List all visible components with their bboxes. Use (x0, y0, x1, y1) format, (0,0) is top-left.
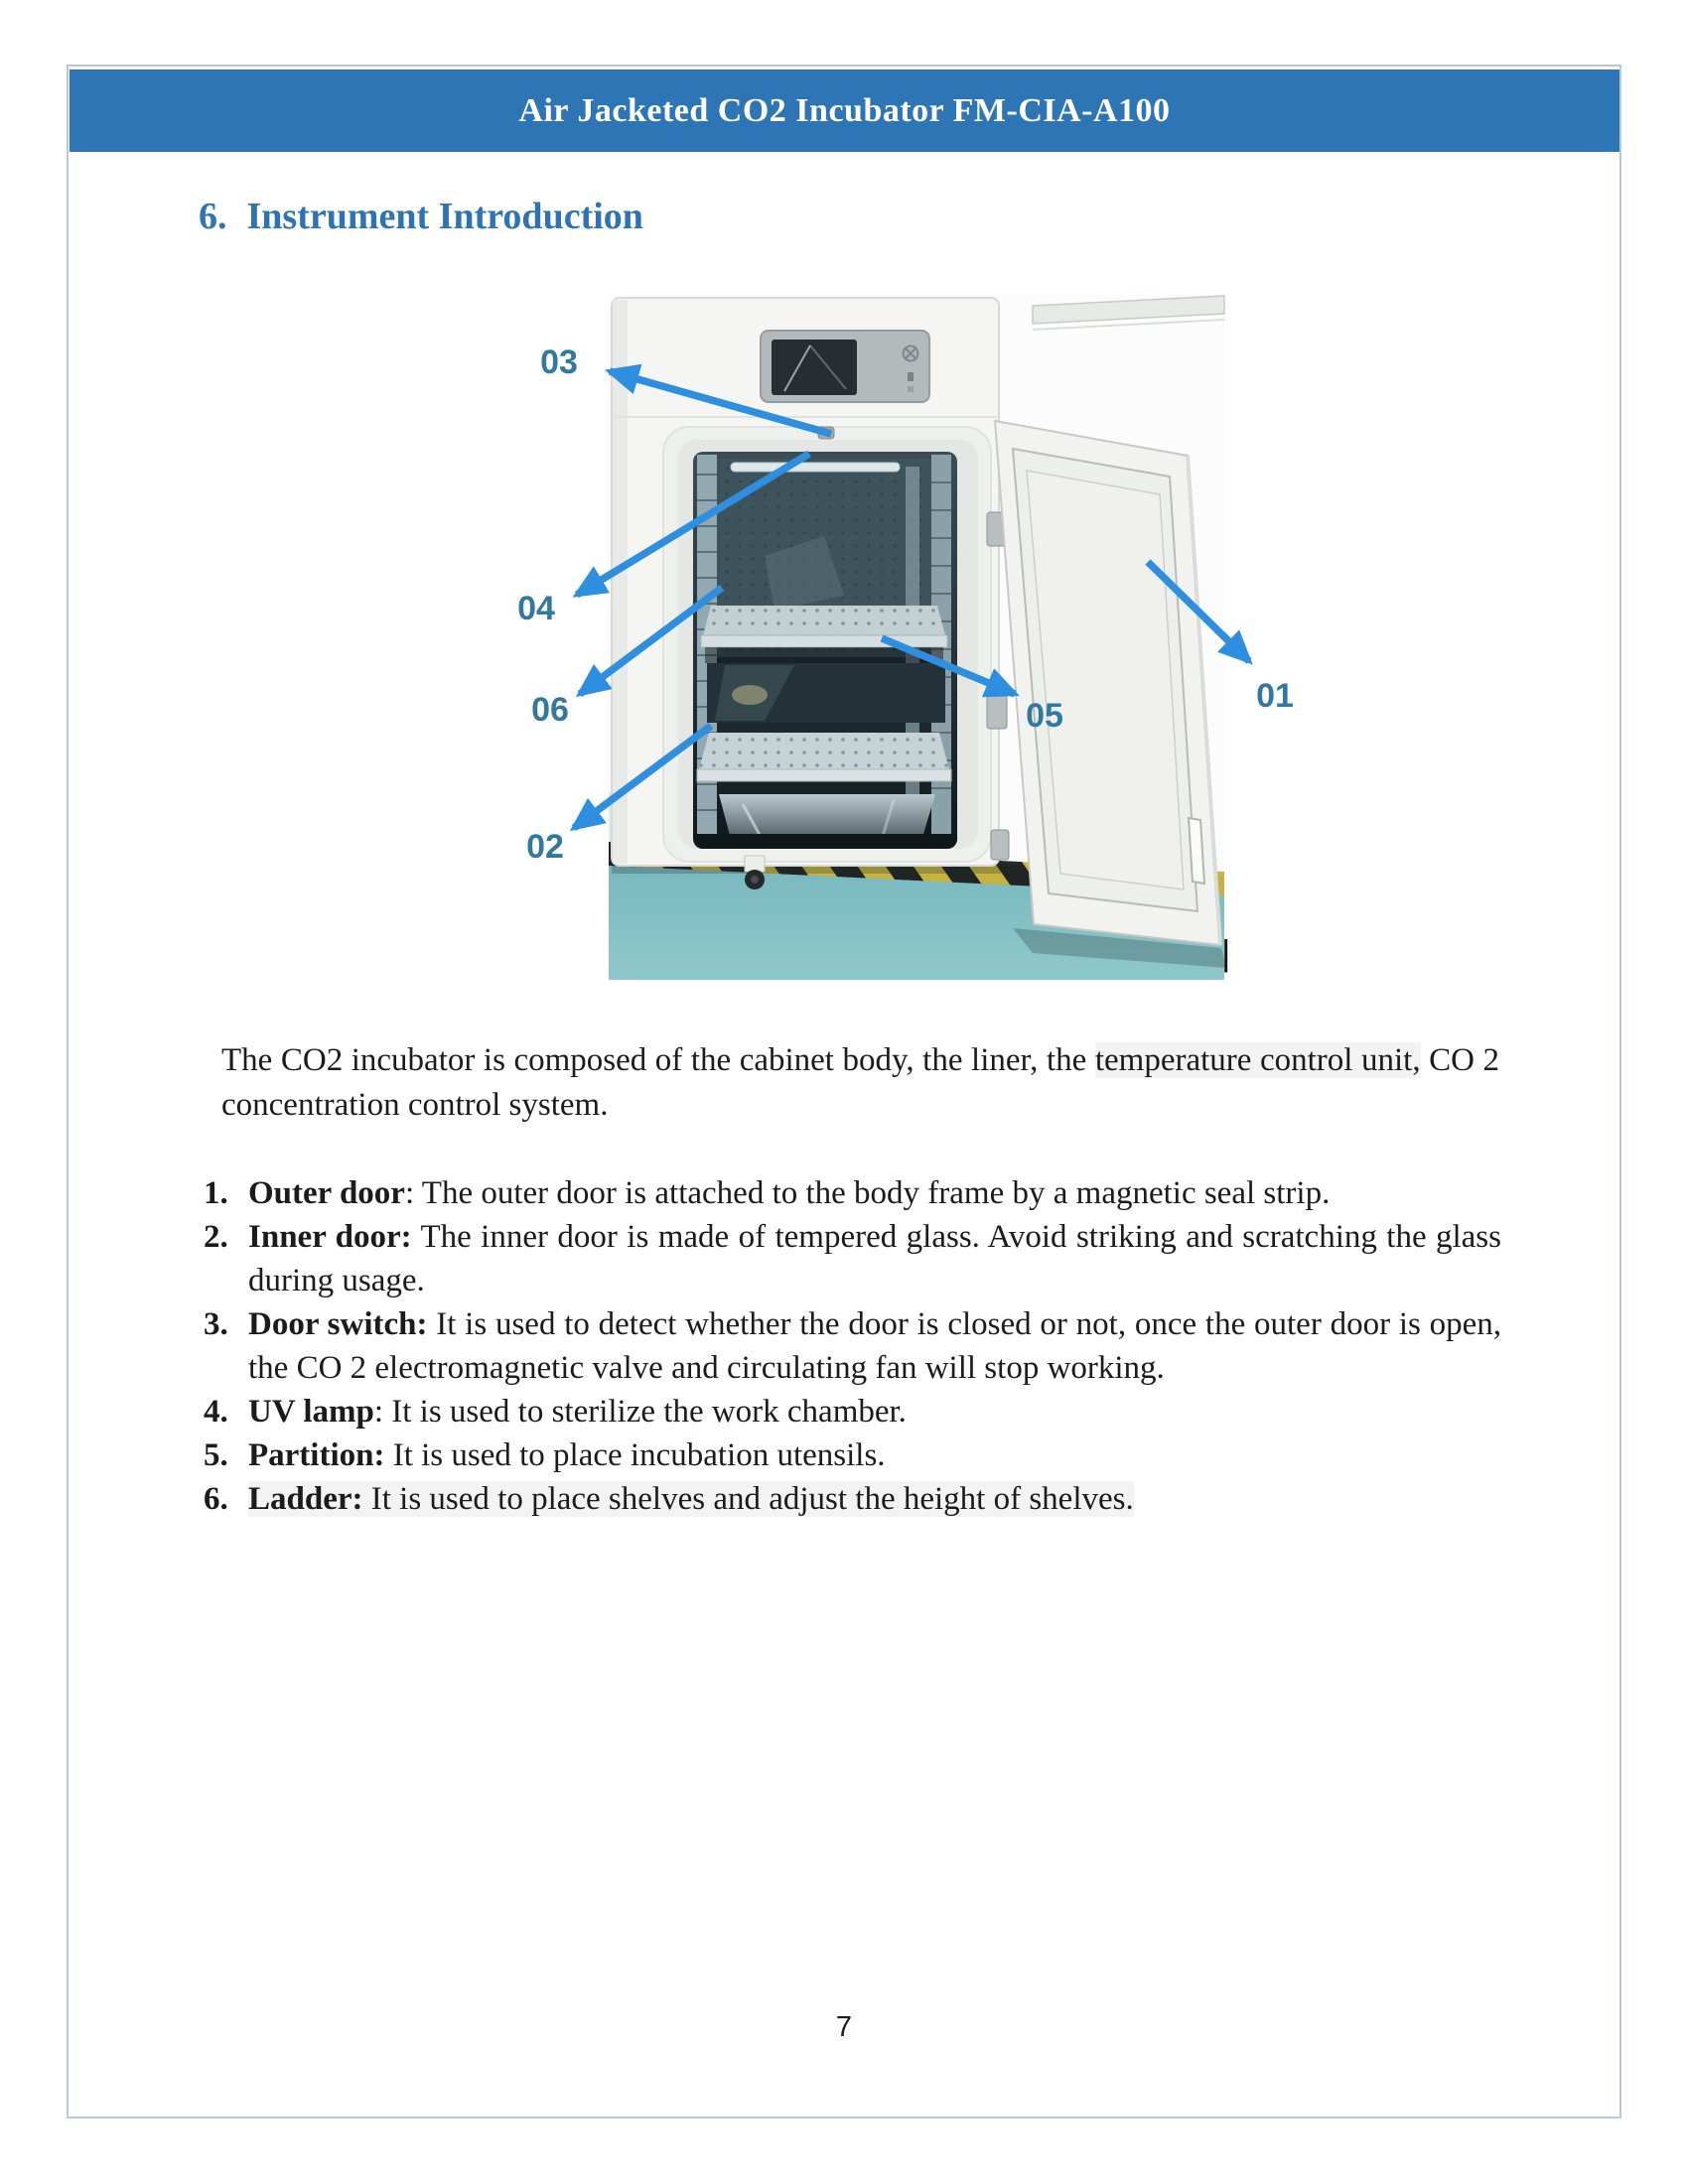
list-item-2 (204, 1215, 1501, 1302)
section-title: Instrument Introduction (246, 196, 643, 237)
item-description: : It is used to sterilize the work chamber. (373, 1394, 907, 1430)
section-heading (199, 195, 643, 238)
uv-lamp (731, 463, 900, 472)
fan-icon (904, 346, 918, 361)
item-number: 3. (204, 1306, 228, 1342)
parts-list (204, 1171, 1501, 1521)
item-description: The inner door is made of tempered glass. Avoid striking and scratching the glass during usage. (248, 1219, 1501, 1298)
item-term: Partition: (248, 1437, 385, 1473)
shelf-top (701, 606, 947, 647)
callout-label-02: 02 (526, 828, 564, 866)
caster-wheel (745, 856, 765, 889)
header-bar (70, 69, 1619, 152)
intro-text-post: CO 2 concentration control system. (221, 1042, 1500, 1123)
list-item-1 (204, 1171, 1501, 1215)
item-number: 5. (204, 1437, 228, 1473)
incubator-photo (427, 248, 1331, 1003)
item-term: Ladder: (248, 1481, 363, 1517)
list-item-6 (204, 1477, 1501, 1521)
item-term: UV lamp (248, 1394, 374, 1430)
list-item-4 (204, 1390, 1501, 1433)
shelf-bottom (697, 733, 951, 781)
item-number: 4. (204, 1394, 228, 1430)
text-cursor-artifact: | (1221, 932, 1231, 973)
item-number: 1. (204, 1175, 228, 1211)
intro-text-highlighted: temperature control unit, (1094, 1042, 1421, 1078)
item-number: 2. (204, 1219, 228, 1255)
item-term: Inner door: (248, 1219, 412, 1255)
item-description: It is used to place shelves and adjust the height of shelves. (362, 1481, 1134, 1517)
callout-label-06: 06 (531, 691, 569, 729)
item-description: It is used to detect whether the door is closed or not, once the outer door is open, the CO 2 electromagnetic valve and circulating fan will stop working. (248, 1306, 1502, 1386)
callout-label-05: 05 (1026, 697, 1063, 735)
callout-label-03: 03 (540, 343, 578, 381)
item-description: It is used to place incubation utensils. (384, 1437, 886, 1473)
intro-paragraph (221, 1038, 1499, 1128)
header-title: Air Jacketed CO2 Incubator FM-CIA-A100 (518, 91, 1171, 129)
item-term: Outer door (248, 1175, 405, 1211)
item-description: : The outer door is attached to the body frame by a magnetic seal strip. (404, 1175, 1331, 1211)
callout-label-04: 04 (517, 590, 555, 627)
list-item-5 (204, 1433, 1501, 1477)
item-number: 6. (204, 1481, 228, 1517)
incubator-figure (427, 248, 1331, 1003)
callout-label-01: 01 (1256, 677, 1294, 715)
intro-text-pre: The CO2 incubator is composed of the cabinet body, the liner, the (221, 1042, 1095, 1078)
item-term: Door switch: (248, 1306, 428, 1342)
display-panel (761, 331, 929, 402)
list-item-3 (204, 1302, 1501, 1390)
section-number: 6. (199, 196, 227, 237)
page-number: 7 (835, 2011, 853, 2043)
